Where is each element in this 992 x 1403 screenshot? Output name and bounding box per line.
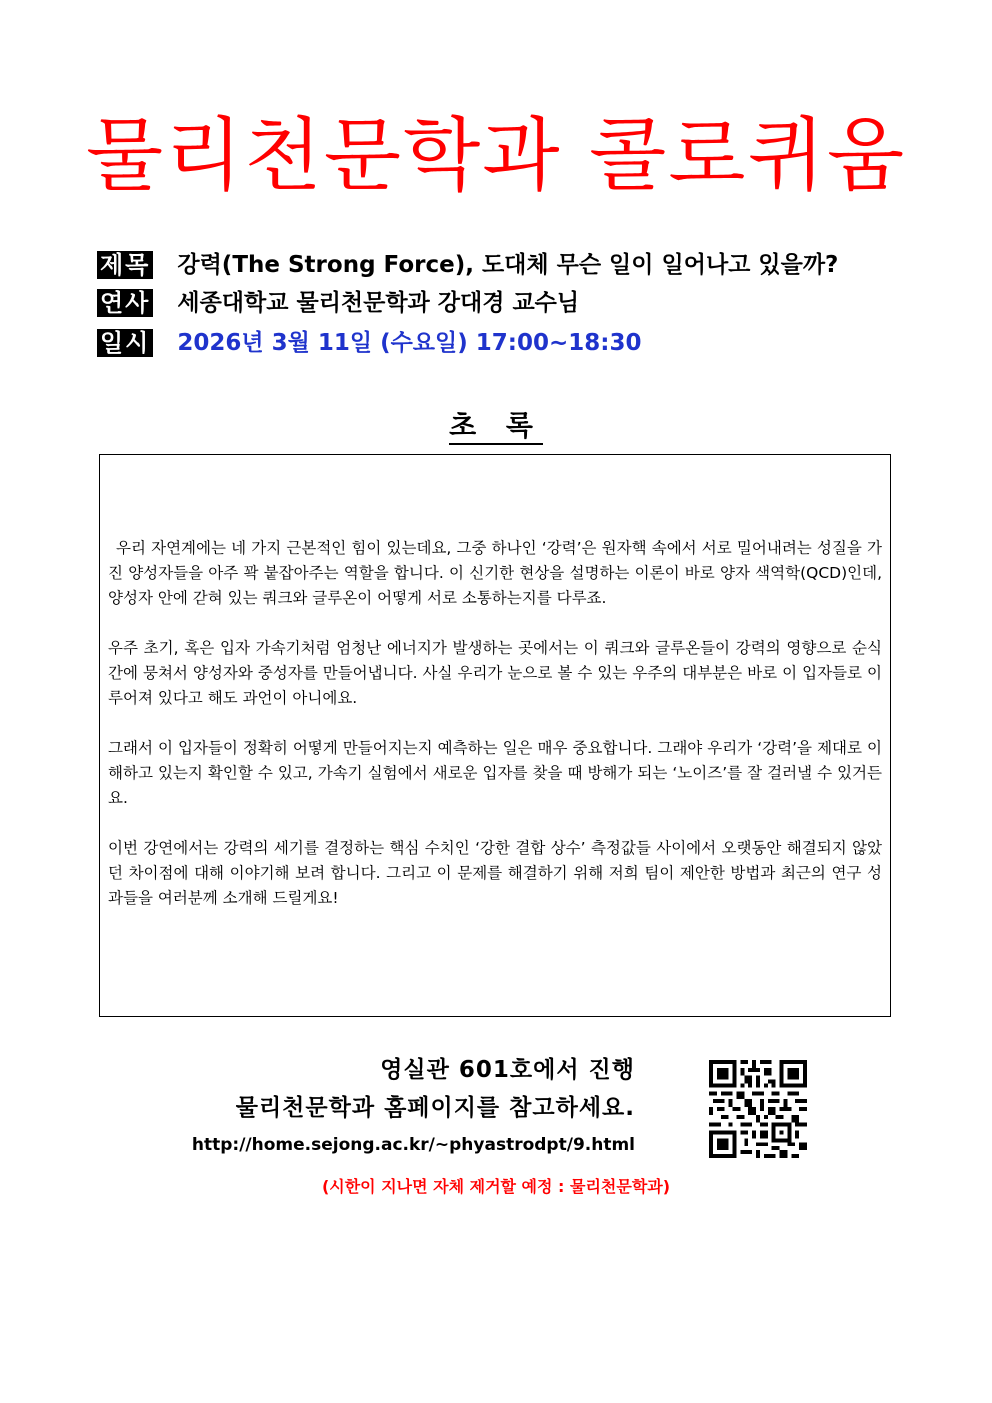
- abstract-paragraph: 그래서 이 입자들이 정확히 어떻게 만들어지는지 예측하는 일은 매우 중요합니다. 그래야 우리가 ‘강력’을 제대로 이해하고 있는지 확인할 수 있고, 가속기 실험에서 새로운 입자를 찾을 때 방해가 되는 ‘노이즈’를 잘 걸러낼 수 있거든요.: [108, 739, 882, 807]
- homepage-note: 물리천문학과 홈페이지를 참고하세요.: [235, 1095, 635, 1121]
- abstract-paragraph: 우주 초기, 혹은 입자 가속기처럼 엄청난 에너지가 발생하는 곳에서는 이 쿼크와 글루온들이 강력의 영향으로 순식간에 뭉쳐서 양성자와 중성자를 만들어냅니다. 사실 우리가 눈으로 볼 수 있는 우주의 대부분은 바로 이 입자들로 이루어져 있다고 해도 과언이 아니에요.: [108, 639, 882, 707]
- homepage-url[interactable]: http://home.sejong.ac.kr/~phyastrodpt/9.html: [191, 1135, 635, 1155]
- abstract-paragraph: 이번 강연에서는 강력의 세기를 결정하는 핵심 수치인 ‘강한 결합 상수’ 측정값들 사이에서 오랫동안 해결되지 않았던 차이점에 대해 이야기해 보려 합니다. 그리고 이 문제를 해결하기 위해 저희 팀이 제안한 방법과 최근의 연구 성과들을 여러분께 소개해 드릴게요!: [108, 839, 882, 907]
- datetime-value: 2026년 3월 11일 (수요일) 17:00~18:30: [177, 330, 642, 356]
- subject-row: [97, 250, 838, 280]
- subject-label: 제목: [97, 251, 153, 279]
- qr-code-icon: [709, 1060, 807, 1158]
- removal-note: (시한이 지나면 자체 제거할 예정 : 물리천문학과): [321, 1177, 671, 1196]
- speaker-row: [97, 288, 579, 318]
- page-title: 물리천문학과 콜로퀴움: [85, 109, 907, 202]
- abstract-heading: [0, 408, 992, 444]
- abstract-box: [99, 454, 891, 1017]
- speaker-label: 연사: [97, 289, 153, 317]
- abstract-text: [108, 536, 882, 936]
- abstract-heading-text: 초 록: [449, 409, 543, 445]
- abstract-paragraph: 우리 자연계에는 네 가지 근본적인 힘이 있는데요, 그중 하나인 ‘강력’은 원자핵 속에서 서로 밀어내려는 성질을 가진 양성자들을 아주 꽉 붙잡아주는 역할을 합니다. 이 신기한 현상을 설명하는 이론이 바로 양자 색역학(QCD)인데, 양성자 안에 갇혀 있는 쿼크와 글루온이 어떻게 서로 소통하는지를 다루죠.: [108, 539, 882, 607]
- subject-value: 강력(The Strong Force), 도대체 무슨 일이 일어나고 있을까?: [177, 252, 839, 278]
- location-text: 영실관 601호에서 진행: [380, 1057, 635, 1083]
- datetime-label: 일시: [97, 329, 153, 357]
- datetime-row: [97, 328, 641, 358]
- speaker-value: 세종대학교 물리천문학과 강대경 교수님: [177, 290, 580, 316]
